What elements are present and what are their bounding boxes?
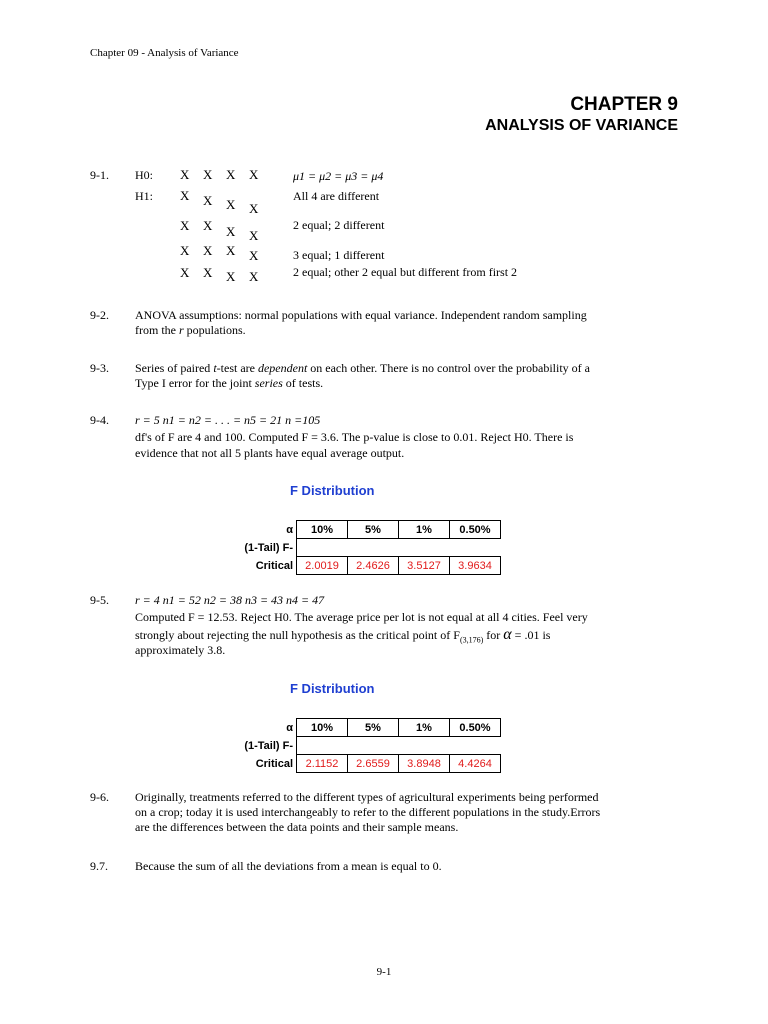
alpha-symbol: α [503,626,512,643]
page-number: 9-1 [376,966,392,978]
x-mark: X [249,228,259,243]
x-mark: X [226,197,236,212]
tail-label: (1-Tail) F- [244,541,293,554]
answer-9-4-line-3: evidence that not all 5 plants have equal average output. [135,446,405,460]
answer-text: on a crop; today it is used interchangeably to refer to the different populations in the study.Errors [135,805,601,819]
answer-text: Originally, treatments referred to the different types of agricultural experiments being performed [135,790,599,804]
answer-text: strongly about rejecting the null hypothesis as the critical point of F [135,628,460,642]
x-mark: X [226,167,236,182]
answer-text: Type I error for the joint [135,376,255,390]
critical-value-cell: 4.4264 [450,755,501,773]
x-mark: X [226,224,236,239]
answer-text: t [213,361,217,375]
x-mark: X [203,243,213,258]
x-mark: X [180,265,190,280]
question-9-5-number: 9-5. [90,593,109,607]
alpha-label: α [222,719,297,737]
header-cell: 1% [399,719,450,737]
header-cell: 0.50% [450,719,501,737]
critical-label: Critical [222,557,297,575]
x-mark: X [249,248,259,263]
h0-equation: μ1 = μ2 = μ3 = μ4 [293,169,384,183]
answer-text: r [179,323,184,337]
chapter-number: CHAPTER 9 [570,94,678,115]
critical-value-cell: 3.8948 [399,755,450,773]
answer-text: on each other. There is no control over the probability of a [307,361,590,375]
header-cell: 10% [297,719,348,737]
answer-9-6 [135,790,675,835]
x-mark: X [203,167,213,182]
x-mark: X [180,218,190,233]
critical-value-cell: 2.4626 [348,557,399,575]
answer-text: dependent [257,361,308,375]
f-distribution-table [222,718,501,773]
x-mark: X [226,269,236,284]
answer-9-2 [135,308,675,338]
x-mark: X [180,167,190,182]
answer-9-5-params: r = 4 n1 = 52 n2 = 38 n3 = 43 n4 = 47 [135,593,325,607]
critical-value-cell: 3.9634 [450,557,501,575]
x-mark: X [249,201,259,216]
answer-9-5-line-3: approximately 3.8. [135,643,226,657]
answer-text: populations. [183,323,246,337]
answer-text: ANOVA assumptions: normal populations with equal variance. Independent random sampling [135,308,587,322]
question-9-7-number: 9.7. [90,859,108,873]
answer-9-4-params: r = 5 n1 = n2 = . . . = n5 = 21 n =105 [135,413,321,427]
answer-text: series [254,376,283,390]
answer-text: = .01 is [511,628,551,642]
question-9-3-number: 9-3. [90,361,109,375]
question-9-2-number: 9-2. [90,308,109,322]
x-mark: X [203,218,213,233]
header-cell: 5% [348,521,399,539]
critical-value-cell: 3.5127 [399,557,450,575]
critical-value-cell: 2.1152 [297,755,348,773]
x-mark: X [203,193,213,208]
x-mark: X [203,265,213,280]
h1-label: H1: [135,189,153,203]
f-distribution-table [222,520,501,575]
critical-label: Critical [222,755,297,773]
question-9-6-number: 9-6. [90,790,109,804]
answer-9-7: Because the sum of all the deviations from a mean is equal to 0. [135,859,442,873]
x-mark: X [249,167,259,182]
answer-9-3 [135,361,675,391]
question-9-1-number: 9-1. [90,168,109,182]
h0-label: H0: [135,168,153,182]
note-two-pairs-equal: 2 equal; other 2 equal but different from first 2 [293,265,518,279]
answer-text: of tests. [282,376,324,390]
critical-value-cell: 2.0019 [297,557,348,575]
header-cell: 10% [297,521,348,539]
alpha-label: α [222,521,297,539]
note-all-different: All 4 are different [293,189,380,203]
header-cell: 5% [348,719,399,737]
tail-label: (1-Tail) F- [244,739,293,752]
note-two-equal-two-different: 2 equal; 2 different [293,218,385,232]
answer-9-5-line-1: Computed F = 12.53. Reject H0. The average price per lot is not equal at all 4 cities. Feel very [135,610,588,624]
answer-text: from the [135,323,179,337]
x-mark: X [180,188,190,203]
note-three-equal-one-different: 3 equal; 1 different [293,248,385,262]
chapter-title: ANALYSIS OF VARIANCE [485,117,678,134]
answer-text: -test are [216,361,258,375]
answer-text: for [483,628,504,642]
answer-text: Series of paired [135,361,214,375]
answer-9-4-line-2: df's of F are 4 and 100. Computed F = 3.6. The p-value is close to 0.01. Reject H0. There is [135,430,574,444]
header-cell: 1% [399,521,450,539]
critical-value-cell: 2.6559 [348,755,399,773]
f-distribution-title: F Distribution [290,483,375,498]
question-9-4-number: 9-4. [90,413,109,427]
answer-text: are the differences between the data points and their sample means. [135,820,459,834]
running-head: Chapter 09 - Analysis of Variance [90,47,239,59]
answer-text: (3,176) [459,635,484,645]
x-mark: X [180,243,190,258]
x-mark: X [226,243,236,258]
f-distribution-title: F Distribution [290,681,375,696]
x-mark: X [249,269,259,284]
header-cell: 0.50% [450,521,501,539]
